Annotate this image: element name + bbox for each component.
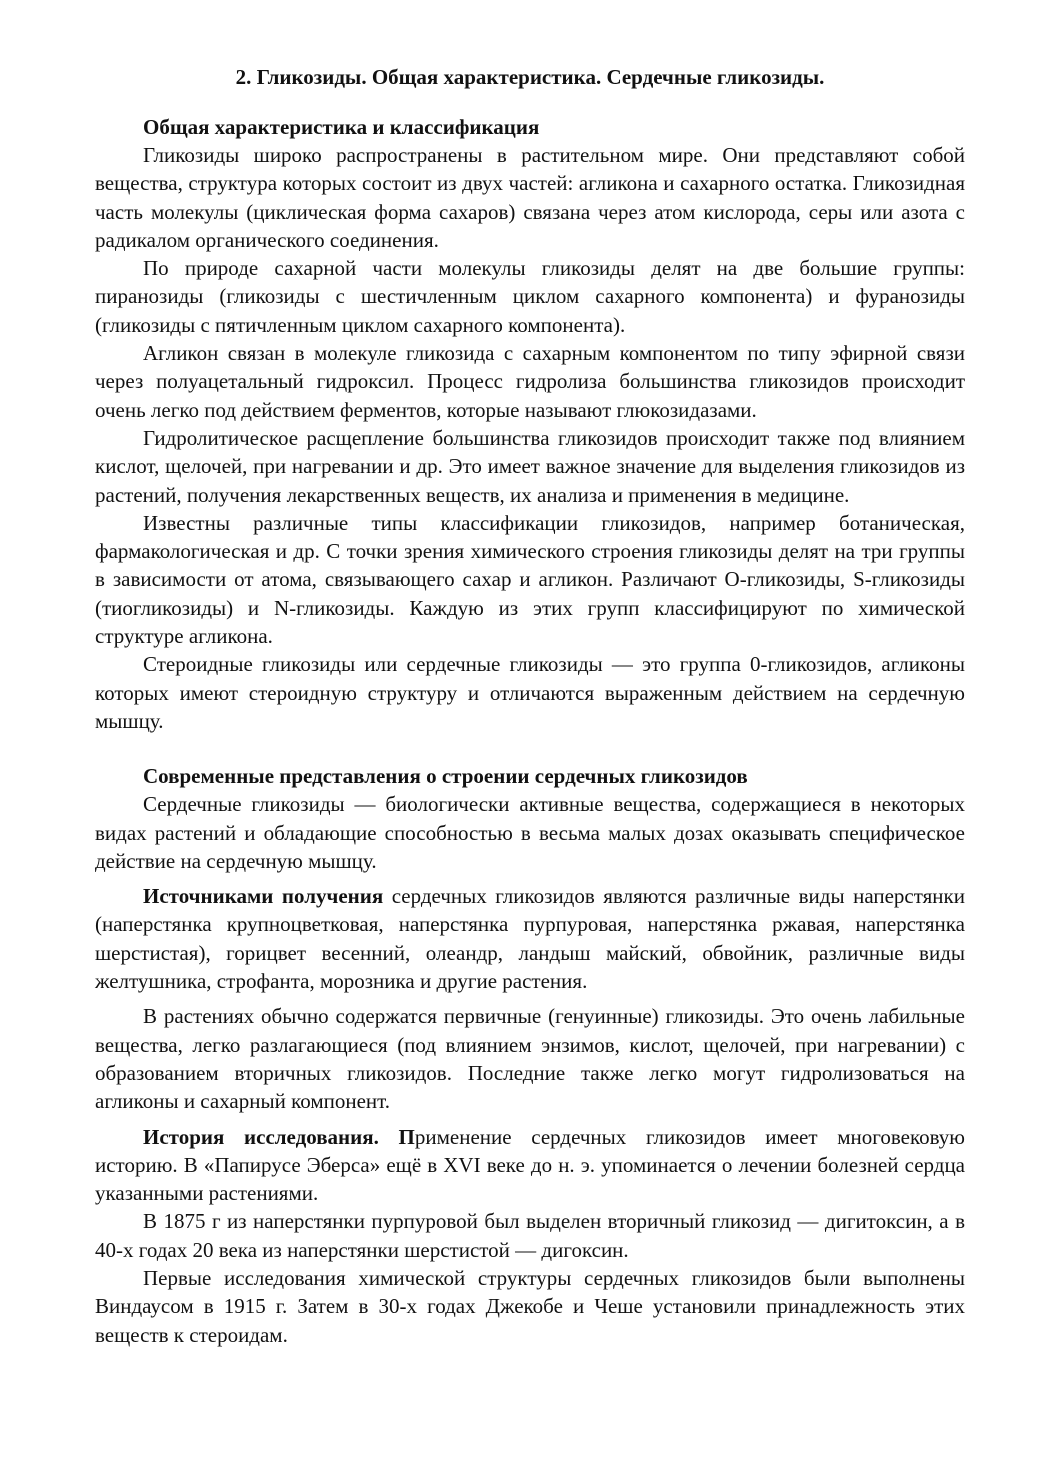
paragraph: Первые исследования химической структуры сердечных гликозидов были выполнены Виндаусом в 1915 г. Затем в 30-х годах Джекобе и Чеше установили принадлежность этих веществ к стероидам.	[95, 1265, 965, 1347]
section-heading-structure: Современные представления о строении сердечных гликозидов	[143, 764, 748, 789]
paragraph: Сердечные гликозиды — биологически активные вещества, содержащиеся в некоторых видах растений и обладающие способностью в весьма малых дозах оказывать специфическое действие на сердечную мышцу.	[95, 792, 965, 873]
paragraph-text: рименение сердечных гликозидов имеет многовековую историю. В «Папирусе Эберса» ещё в XVI веке до н. э. упоминается о лечении болезней сердца указанными растениями.	[95, 1124, 965, 1206]
paragraph: По природе сахарной части молекулы гликозиды делят на две большие группы: пиранозиды (гликозиды с шестичленным циклом сахарного компонента) и фуранозиды (гликозиды с пятичленным циклом сахарного компонента).	[95, 256, 965, 337]
paragraph-sources	[95, 882, 965, 995]
section-heading-classification: Общая характеристика и классификация	[143, 115, 540, 139]
paragraph: Гликозиды широко распространены в растительном мире. Они представляют собой вещества, структура которых состоит из двух частей: агликона и сахарного остатка. Гликозидная часть молекулы (циклическая форма сахаров) связана через атом кислорода, серы или азота с радикалом органического соединения.	[95, 143, 965, 252]
bold-term-sources: Источниками получения	[143, 884, 384, 909]
paragraph: В растениях обычно содержатся первичные (генуинные) гликозиды. Это очень лабильные вещества, легко разлагающиеся (под влиянием энзимов, кислот, щелочей, при нагревании) с образованием вторичных гликозидов. Последние также легко могут гидролизоваться на агликоны и сахарный компонент.	[95, 1004, 965, 1114]
paragraph: Известны различные типы классификации гликозидов, например ботаническая, фармакологическая и др. С точки зрения химического строения гликозиды делят на три группы в зависимости от атома, связывающего сахар и агликон. Различают О-гликозиды, S-гликозиды (тиогликозиды) и N-гликозиды. Каждую из этих групп классифицируют по химической структуре агликона.	[95, 510, 965, 649]
paragraph: Гидролитическое расщепление большинства гликозидов происходит также под влиянием кислот, щелочей, при нагревании и др. Это имеет важное значение для выделения гликозидов из растений, получения лекарственных веществ, их анализа и применения в медицине.	[95, 425, 965, 507]
paragraph: Стероидные гликозиды или сердечные гликозиды — это группа 0-гликозидов, агликоны которых имеют стероидную структуру и отличаются выраженным действием на сердечную мышцу.	[95, 652, 965, 733]
document-page	[95, 62, 965, 1349]
paragraph-text: сердечных гликозидов являются различные виды наперстянки (наперстянка крупноцветковая, наперстянка пурпуровая, наперстянка ржавая, наперстянка шерстистая), горицвет весенний, олеандр, ландыш майский, обвойник, различные виды желтушника, строфанта, морозника и другие растения.	[95, 884, 965, 994]
paragraph: Агликон связан в молекуле гликозида с сахарным компонентом по типу эфирной связи через полуацетальный гидроксил. Процесс гидролиза большинства гликозидов происходит очень легко под действием ферментов, которые называют глюкозидазами.	[95, 341, 965, 422]
page-title: 2. Гликозиды. Общая характеристика. Сердечные гликозиды.	[235, 65, 825, 89]
paragraph-history	[95, 1123, 965, 1208]
paragraph: В 1875 г из наперстянки пурпуровой был выделен вторичный гликозид — дигитоксин, а в 40-х годах 20 века из наперстянки шерстистой — дигоксин.	[95, 1209, 965, 1262]
bold-term-history: История исследования. П	[143, 1124, 415, 1149]
